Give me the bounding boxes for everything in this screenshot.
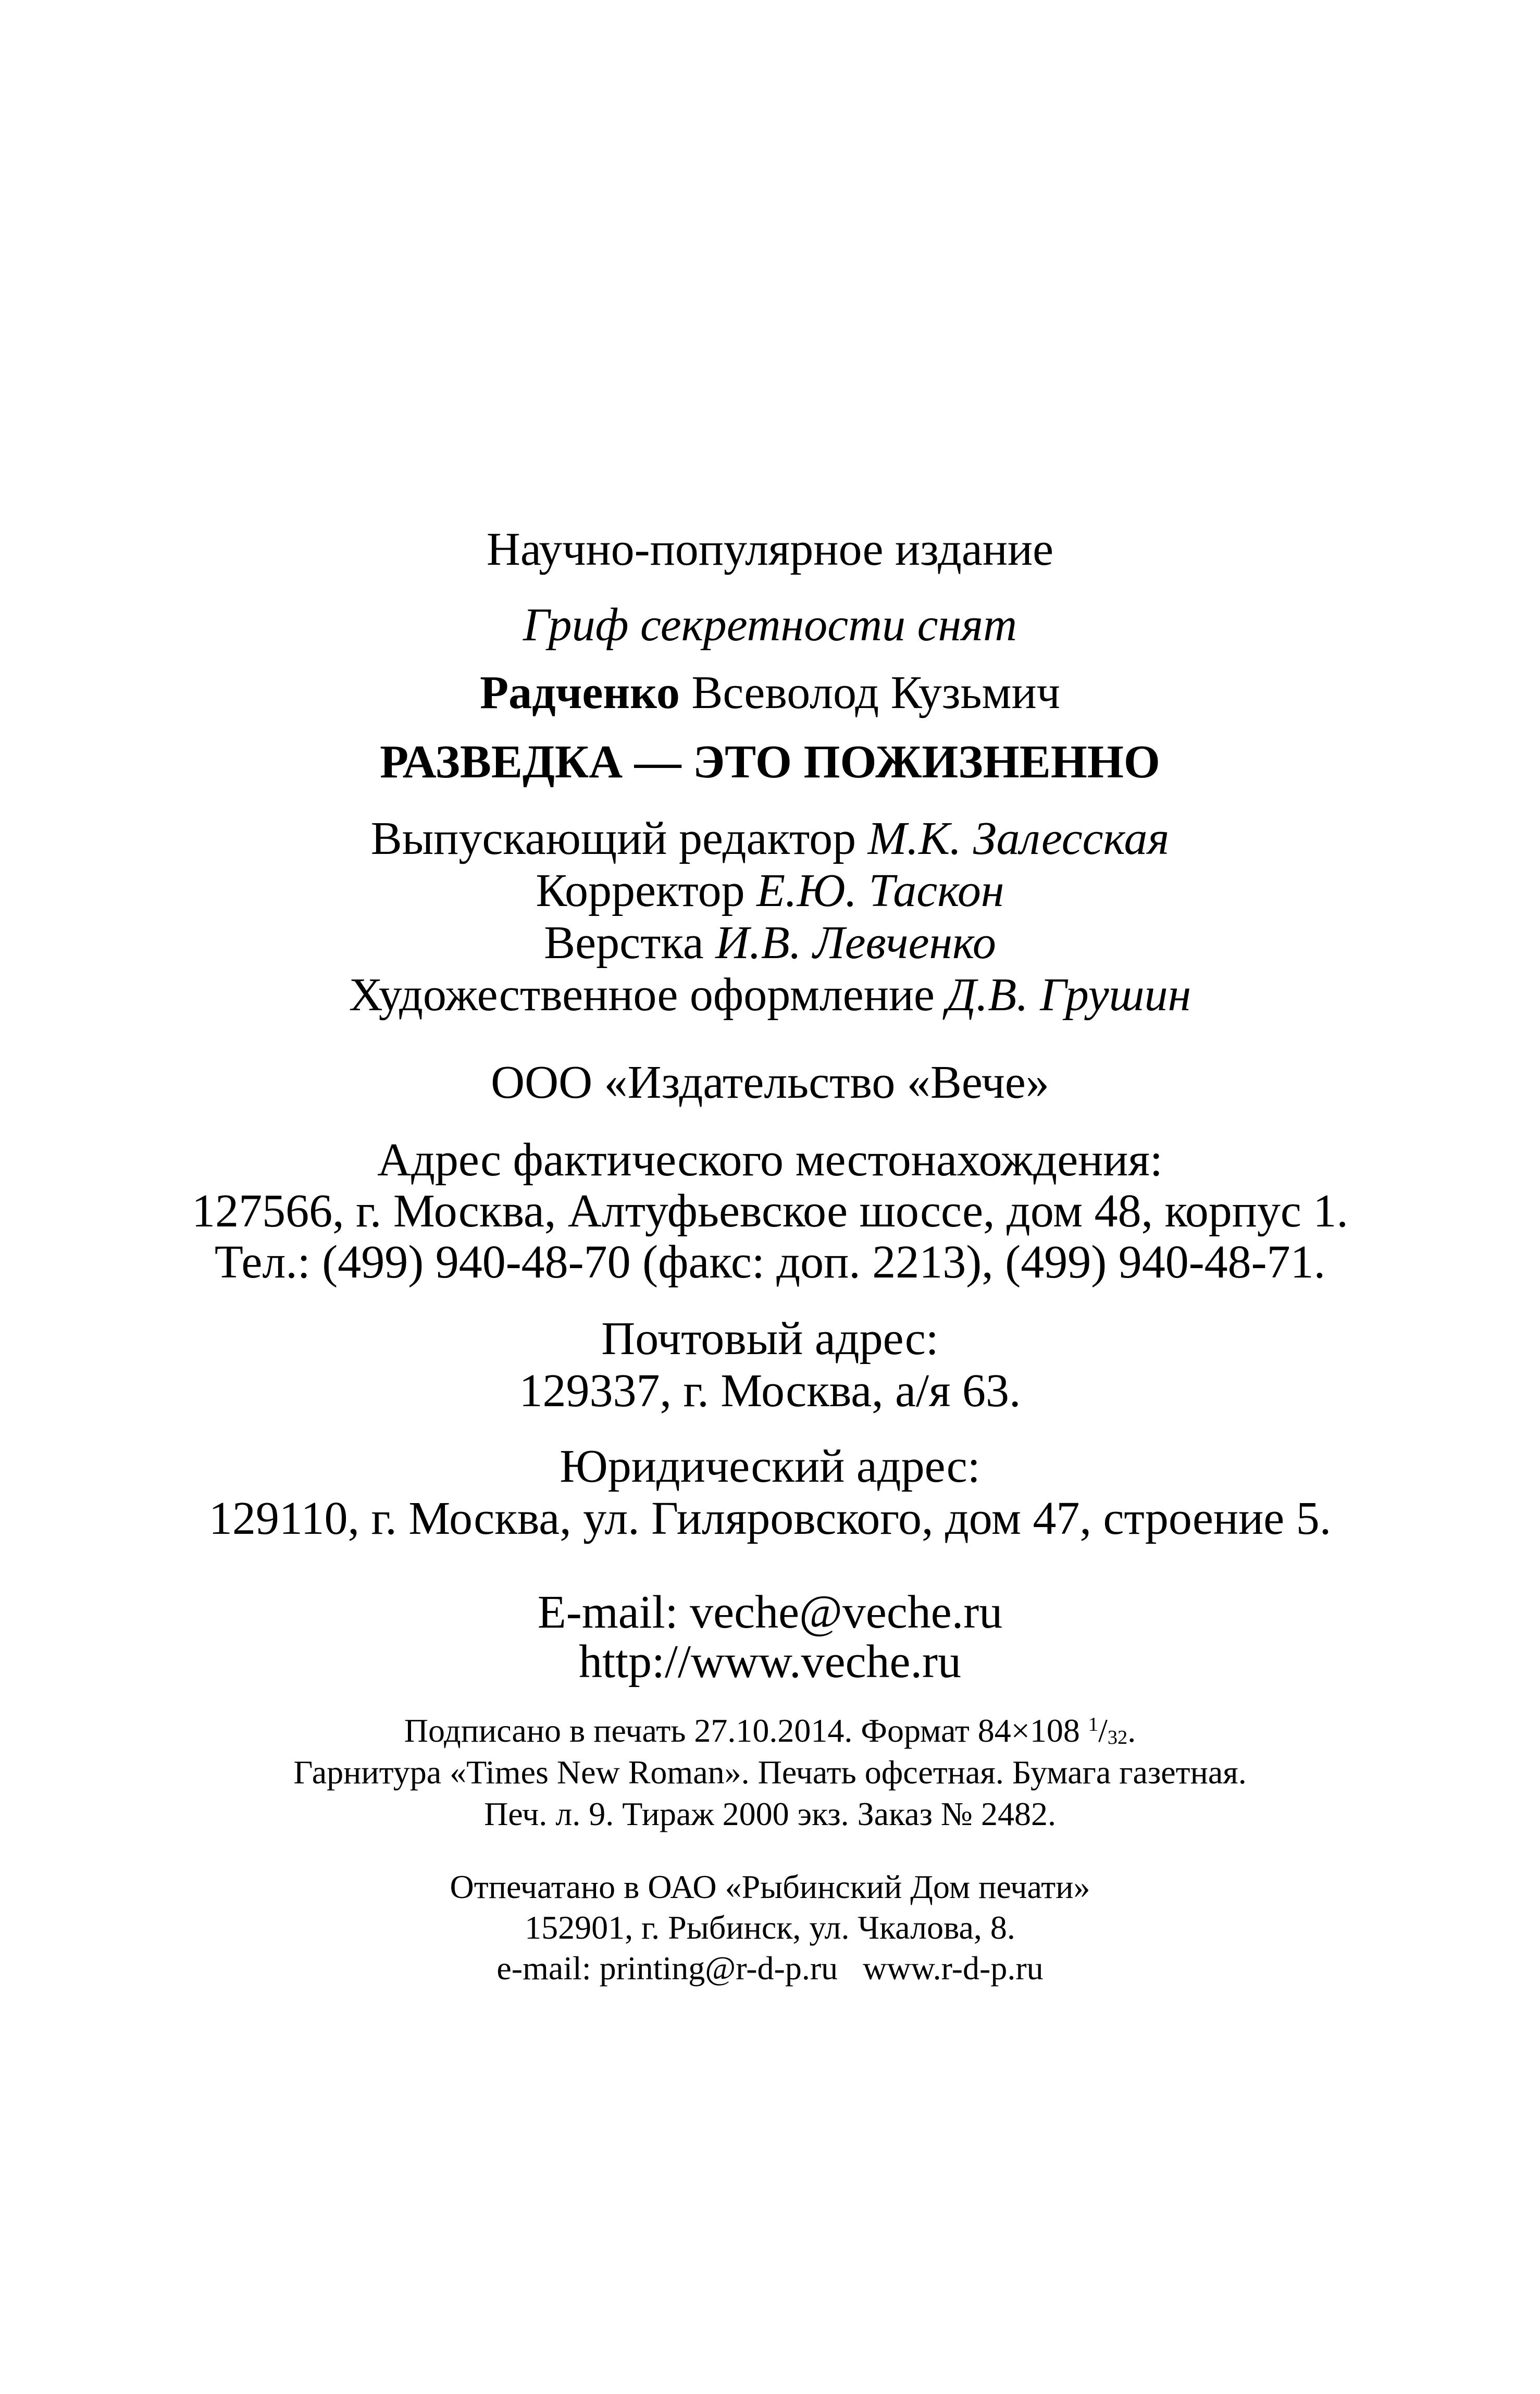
actual-address-line: 127566, г. Москва, Алтуфьевское шоссе, дом 48, корпус 1.	[192, 1185, 1348, 1237]
phone-line: Тел.: (499) 940-48-70 (факс: доп. 2213), (499) 940-48-71.	[214, 1236, 1326, 1288]
format-denominator: 32	[1107, 1726, 1128, 1748]
legal-address-heading: Юридический адрес:	[560, 1441, 980, 1492]
author-line	[0, 669, 1540, 716]
credit-name: Д.В. Грушин	[946, 969, 1191, 1021]
credit-role: Корректор	[536, 865, 745, 916]
credit-role: Выпускающий редактор	[370, 813, 856, 864]
website-line: http://www.veche.ru	[579, 1636, 961, 1688]
book-title: РАЗВЕДКА — ЭТО ПОЖИЗНЕННО	[380, 736, 1160, 788]
credit-role: Верстка	[544, 917, 704, 969]
legal-address-line: 129110, г. Москва, ул. Гиляровского, дом 47, строение 5.	[208, 1493, 1332, 1544]
credit-name: Е.Ю. Таскон	[756, 865, 1004, 916]
author-given-names: Всеволод Кузьмич	[691, 667, 1060, 718]
email-line: E-mail: veche@veche.ru	[537, 1586, 1003, 1638]
credit-line	[0, 969, 1540, 1021]
postal-address-heading: Почтовый адрес:	[601, 1313, 939, 1365]
actual-address-heading: Адрес фактического местонахождения:	[377, 1134, 1163, 1186]
printer-name-line: Отпечатано в ОАО «Рыбинский Дом печати»	[450, 1868, 1090, 1905]
postal-address-line: 129337, г. Москва, а/я 63.	[519, 1365, 1021, 1417]
imprint-signed-line	[0, 1714, 1540, 1747]
edition-type: Научно-популярное издание	[486, 524, 1054, 575]
credit-role: Художественное оформление	[349, 969, 935, 1021]
credit-name: М.К. Залесская	[867, 813, 1170, 864]
credit-line	[0, 917, 1540, 969]
format-numerator: 1	[1088, 1713, 1099, 1735]
author-surname: Радченко	[480, 667, 680, 718]
printer-contacts-line: e-mail: printing@r-d-p.ru www.r-d-p.ru	[496, 1950, 1044, 1987]
credit-line	[0, 867, 1540, 914]
imprint-signed-text: Подписано в печать 27.10.2014. Формат 84×108	[404, 1712, 1080, 1749]
format-fraction: $^1/_{32}$.	[1088, 1712, 1136, 1749]
credit-line	[0, 815, 1540, 862]
publisher-name: ООО «Издательство «Вече»	[491, 1057, 1049, 1108]
imprint-typeface-line: Гарнитура «Times New Roman». Печать офсетная. Бумага газетная.	[293, 1754, 1247, 1791]
credit-name: И.В. Левченко	[715, 917, 996, 969]
imprint-print-run-line: Печ. л. 9. Тираж 2000 экз. Заказ № 2482.	[484, 1795, 1056, 1832]
series-title: Гриф секретности снят	[523, 599, 1017, 651]
printer-address-line: 152901, г. Рыбинск, ул. Чкалова, 8.	[525, 1909, 1015, 1946]
